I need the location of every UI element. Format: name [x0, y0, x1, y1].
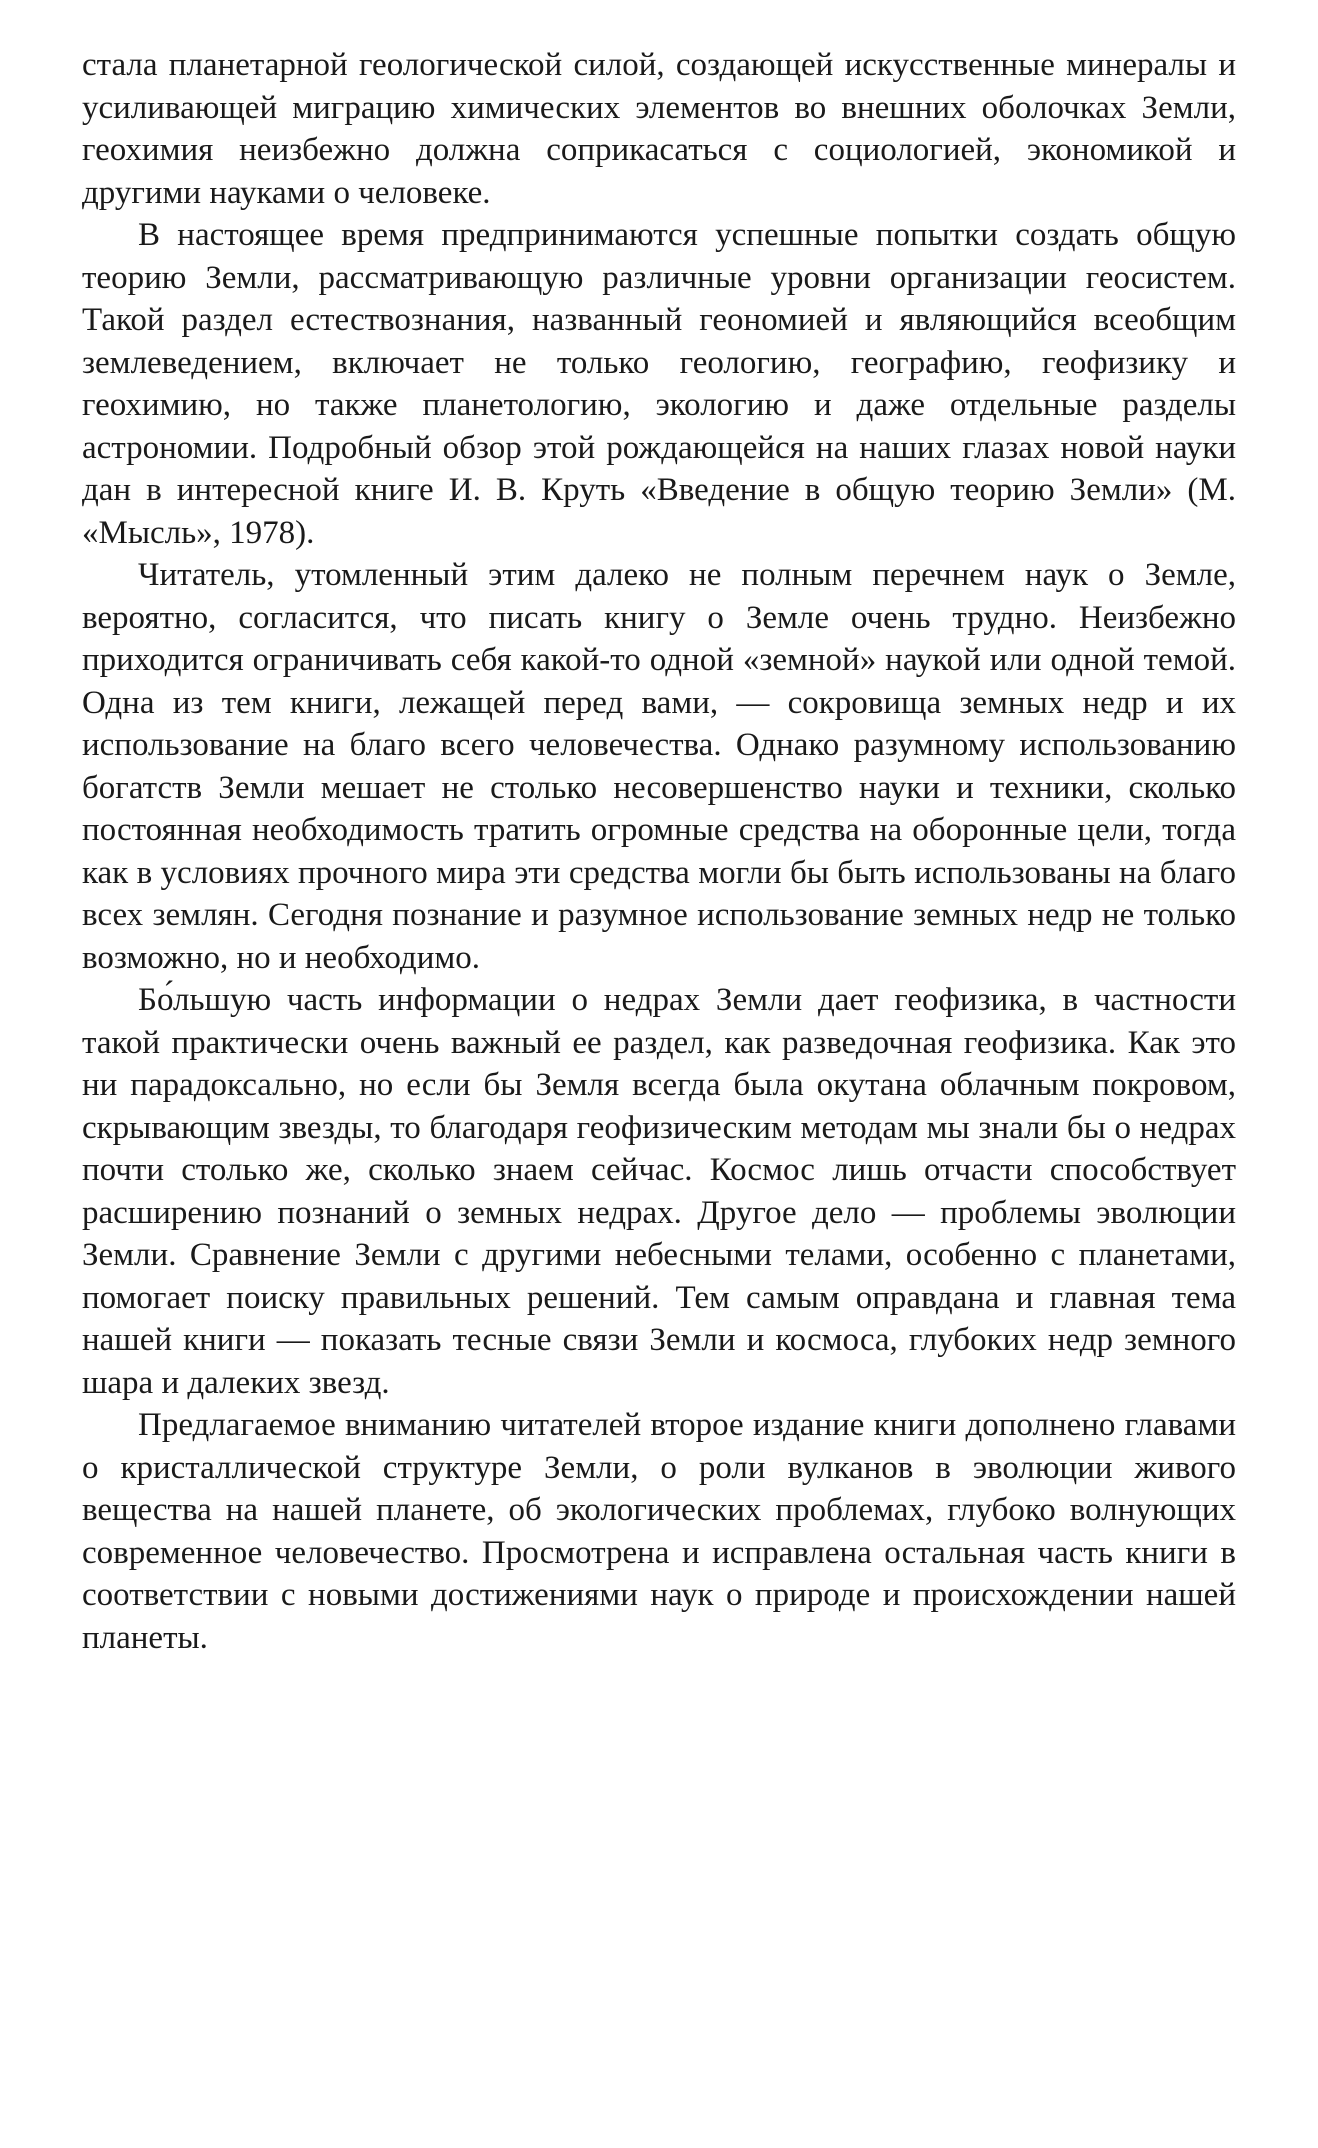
document-page — [82, 44, 1236, 1659]
paragraph-4: Бо́льшую часть информации о недрах Земли дает геофизика, в частности такой практически очень важный ее раздел, как разведочная геофизика. Как это ни парадоксально, но если бы Земля всегда была окутана облачным покровом, скрывающим звезды, то благодаря геофизическим методам мы знали бы о недрах почти столько же, сколько знаем сейчас. Космос лишь отчасти способствует расширению познаний о земных недрах. Другое дело — проблемы эволюции Земли. Сравнение Земли с другими небесными телами, особенно с планетами, помогает поиску правильных решений. Тем самым оправдана и главная тема нашей книги — показать тесные связи Земли и космоса, глубоких недр земного шара и далеких звезд. — [82, 982, 1236, 1401]
paragraph-2: В настоящее время предпринимаются успешные попытки создать общую теорию Земли, рассматривающую различные уровни организации геосистем. Такой раздел естествознания, названный геономией и являющийся всеобщим землеведением, включает не только геологию, географию, геофизику и геохимию, но также планетологию, экологию и даже отдельные разделы астрономии. Подробный обзор этой рождающейся на наших глазах новой науки дан в интересной книге И. В. Круть «Введение в общую теорию Земли» (М. «Мысль», 1978). — [82, 217, 1236, 551]
paragraph-1: стала планетарной геологической силой, создающей искусственные минералы и усиливающей миграцию химических элементов во внешних оболочках Земли, геохимия неизбежно должна соприкасаться с социологией, экономикой и другими науками о человеке. — [82, 47, 1236, 211]
paragraph-5: Предлагаемое вниманию читателей второе издание книги дополнено главами о кристаллической структуре Земли, о роли вулканов в эволюции живого вещества на нашей планете, об экологических проблемах, глубоко волнующих современное человечество. Просмотрена и исправлена остальная часть книги в соответствии с новыми достижениями наук о природе и происхождении нашей планеты. — [82, 1407, 1236, 1656]
paragraph-3: Читатель, утомленный этим далеко не полным перечнем наук о Земле, вероятно, согласится, что писать книгу о Земле очень трудно. Неизбежно приходится ограничивать себя какой-то одной «земной» наукой или одной темой. Одна из тем книги, лежащей перед вами, — сокровища земных недр и их использование на благо всего человечества. Однако разумному использованию богатств Земли мешает не столько несовершенство науки и техники, сколько постоянная необходимость тратить огромные средства на оборонные цели, тогда как в условиях прочного мира эти средства могли бы быть использованы на благо всех землян. Сегодня познание и разумное использование земных недр не только возможно, но и необходимо. — [82, 557, 1236, 976]
